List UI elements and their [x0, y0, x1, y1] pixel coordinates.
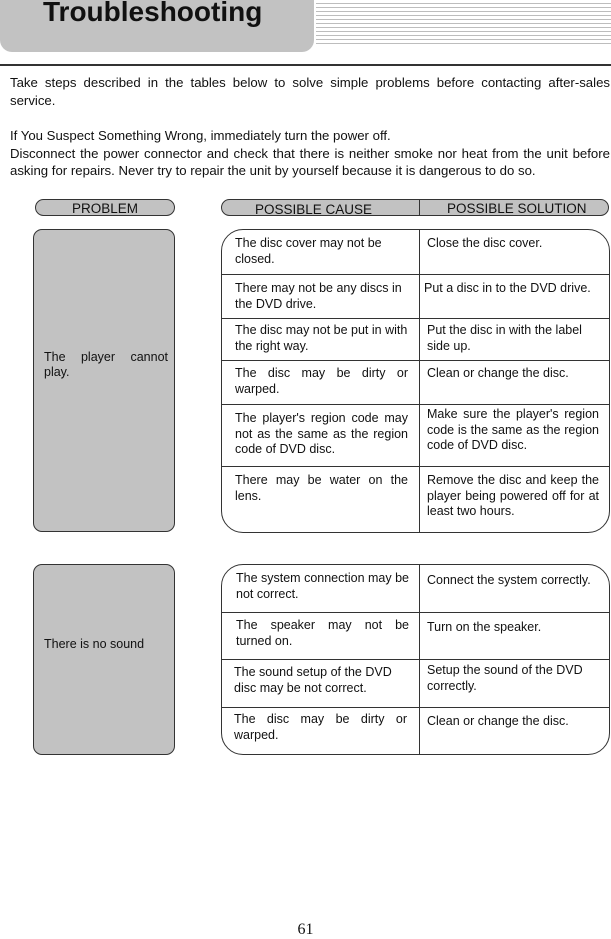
cause-cell: The player's region code may not as the same as the region code of DVD disc. [235, 411, 408, 456]
problem-label: The player cannot play. [44, 350, 168, 379]
problem-box-cannot-play [33, 229, 175, 532]
solution-cell: Turn on the speaker. [427, 620, 542, 634]
solution-table-cannot-play [221, 229, 610, 533]
cause-cell: The disc may be dirty or warped. [235, 366, 408, 396]
solution-cell: Clean or change the disc. [427, 366, 569, 380]
solution-cell: Make sure the player's region code is the same as the region code of DVD disc. [427, 407, 599, 452]
header-decorative-lines [316, 0, 611, 46]
cause-cell: The speaker may not be turned on. [236, 618, 409, 648]
column-divider [419, 200, 420, 215]
cause-cell: The disc may not be put in with the right way. [235, 323, 408, 353]
problem-label: There is no sound [44, 637, 145, 651]
problem-box-no-sound [33, 564, 175, 755]
table-row [222, 612, 609, 660]
intro-paragraph: Take steps described in the tables below to solve simple problems before contacting after-sales service. [10, 75, 610, 108]
page-number: 61 [297, 921, 314, 938]
warning-line: If You Suspect Something Wrong, immediately turn the power off. [10, 128, 391, 143]
solution-cell: Setup the sound of the DVD correctly. [427, 663, 583, 693]
cause-cell: There may not be any discs in the DVD drive. [235, 281, 402, 311]
solution-cell: Put the disc in with the label side up. [427, 323, 582, 353]
solution-cell: Clean or change the disc. [427, 714, 569, 728]
table-row [222, 274, 609, 319]
table-row [222, 360, 609, 405]
warning-paragraph [10, 127, 610, 180]
solution-column-label: POSSIBLE SOLUTION [447, 201, 587, 216]
problem-column-header: PROBLEM [35, 199, 175, 216]
cause-cell: The disc cover may not be closed. [235, 236, 382, 266]
cause-column-label: POSSIBLE CAUSE [255, 202, 373, 217]
solution-cell: Put a disc in to the DVD drive. [424, 281, 591, 295]
table-row [222, 404, 609, 467]
table-row [222, 466, 609, 533]
solution-cell: Close the disc cover. [427, 236, 543, 250]
solution-cell: Remove the disc and keep the player being powered off for at least two hours. [427, 473, 599, 518]
header-divider [0, 64, 611, 66]
warning-details: Disconnect the power connector and check that there is neither smoke nor heat from the unit before asking for repairs. Never try to repair the unit by yourself because it is dangerous to do so. [10, 145, 610, 178]
solution-table-no-sound [221, 564, 610, 755]
cause-solution-column-header [221, 199, 609, 216]
cause-cell: There may be water on the lens. [235, 473, 408, 503]
table-row [222, 230, 609, 274]
solution-cell: Connect the system correctly. [427, 573, 591, 587]
header-tab [0, 0, 314, 52]
table-row [222, 707, 609, 755]
table-row [222, 659, 609, 708]
table-row [222, 565, 609, 612]
page-title: Troubleshooting [43, 0, 263, 27]
cause-cell: The system connection may be not correct. [236, 571, 409, 601]
table-row [222, 318, 609, 361]
cause-cell: The disc may be dirty or warped. [234, 712, 407, 742]
cause-cell: The sound setup of the DVD disc may be not correct. [234, 665, 392, 695]
